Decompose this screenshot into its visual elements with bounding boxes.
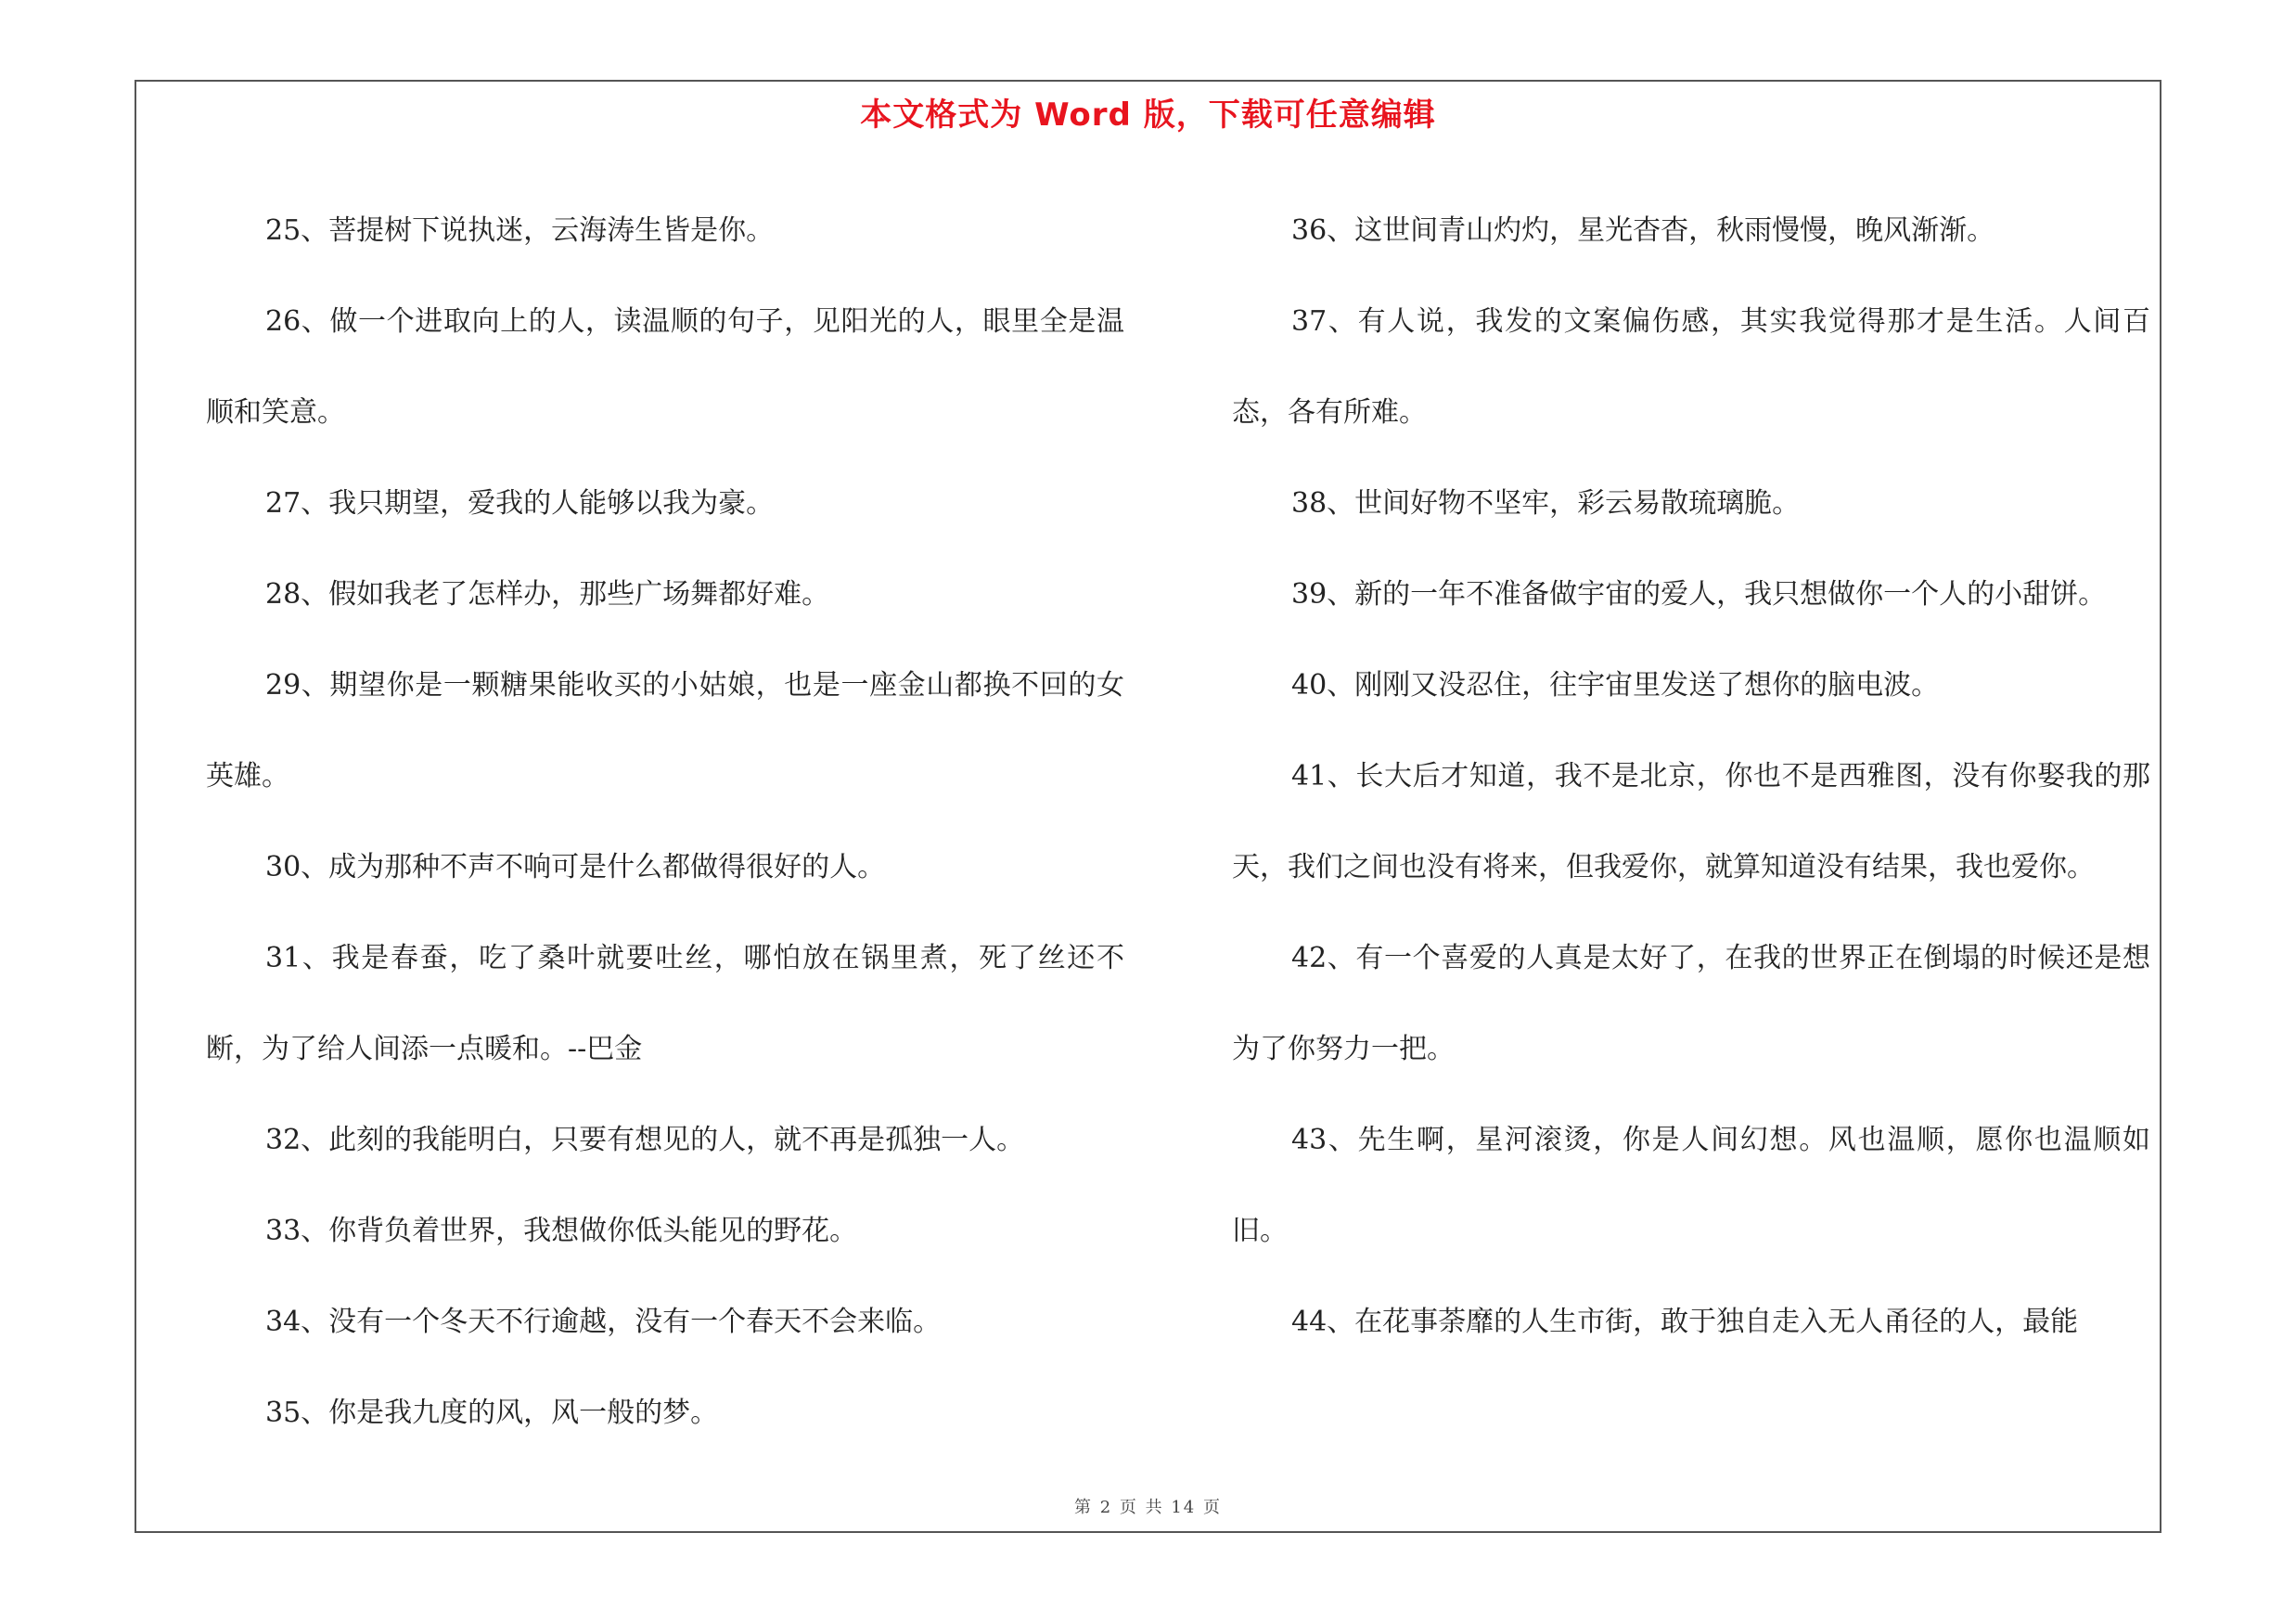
quote-paragraph: 41、长大后才知道，我不是北京，你也不是西雅图，没有你娶我的那天，我们之间也没有将来，但我爱你，就算知道没有结果，我也爱你。 (1232, 760, 2150, 883)
right-column (1232, 186, 2150, 1368)
quote-paragraph: 25、菩提树下说执迷，云海涛生皆是你。 (265, 214, 775, 247)
quote-paragraph: 30、成为那种不声不响可是什么都做得很好的人。 (265, 851, 886, 883)
page-number-footer: 第 2 页 共 14 页 (1074, 1498, 1222, 1517)
quote-paragraph: 27、我只期望，爱我的人能够以我为豪。 (265, 487, 775, 520)
quote-paragraph: 26、做一个进取向上的人，读温顺的句子，见阳光的人，眼里全是温顺和笑意。 (206, 305, 1124, 429)
left-column (206, 186, 1124, 1459)
quote-paragraph: 39、新的一年不准备做宇宙的爱人，我只想做你一个人的小甜饼。 (1291, 578, 2107, 611)
quote-paragraph: 31、我是春蚕，吃了桑叶就要吐丝，哪怕放在锅里煮，死了丝还不断，为了给人间添一点暖和。--巴金 (206, 942, 1124, 1065)
quote-paragraph: 40、刚刚又没忍住，往宇宙里发送了想你的脑电波。 (1291, 669, 1940, 702)
quote-paragraph: 32、此刻的我能明白，只要有想见的人，就不再是孤独一人。 (265, 1124, 1025, 1156)
quote-paragraph: 36、这世间青山灼灼，星光杳杳，秋雨慢慢，晚风渐渐。 (1291, 214, 1995, 247)
quote-paragraph: 33、你背负着世界，我想做你低头能见的野花。 (265, 1215, 858, 1247)
quote-paragraph: 29、期望你是一颗糖果能收买的小姑娘，也是一座金山都换不回的女英雄。 (206, 669, 1124, 792)
quote-paragraph: 28、假如我老了怎样办，那些广场舞都好难。 (265, 578, 830, 611)
quote-paragraph: 38、世间好物不坚牢，彩云易散琉璃脆。 (1291, 487, 1801, 520)
quote-paragraph: 43、先生啊，星河滚烫，你是人间幻想。风也温顺，愿你也温顺如旧。 (1232, 1124, 2150, 1247)
quote-paragraph: 44、在花事荼靡的人生市街，敢于独自走入无人甬径的人，最能 (1291, 1306, 2079, 1338)
quote-paragraph: 34、没有一个冬天不行逾越，没有一个春天不会来临。 (265, 1306, 942, 1338)
quote-paragraph: 37、有人说，我发的文案偏伤感，其实我觉得那才是生活。人间百态，各有所难。 (1232, 305, 2150, 429)
editable-word-banner: 本文格式为 Word 版，下载可任意编辑 (860, 97, 1436, 134)
quote-paragraph: 42、有一个喜爱的人真是太好了，在我的世界正在倒塌的时候还是想为了你努力一把。 (1232, 942, 2150, 1065)
quote-paragraph: 35、你是我九度的风，风一般的梦。 (265, 1397, 719, 1429)
